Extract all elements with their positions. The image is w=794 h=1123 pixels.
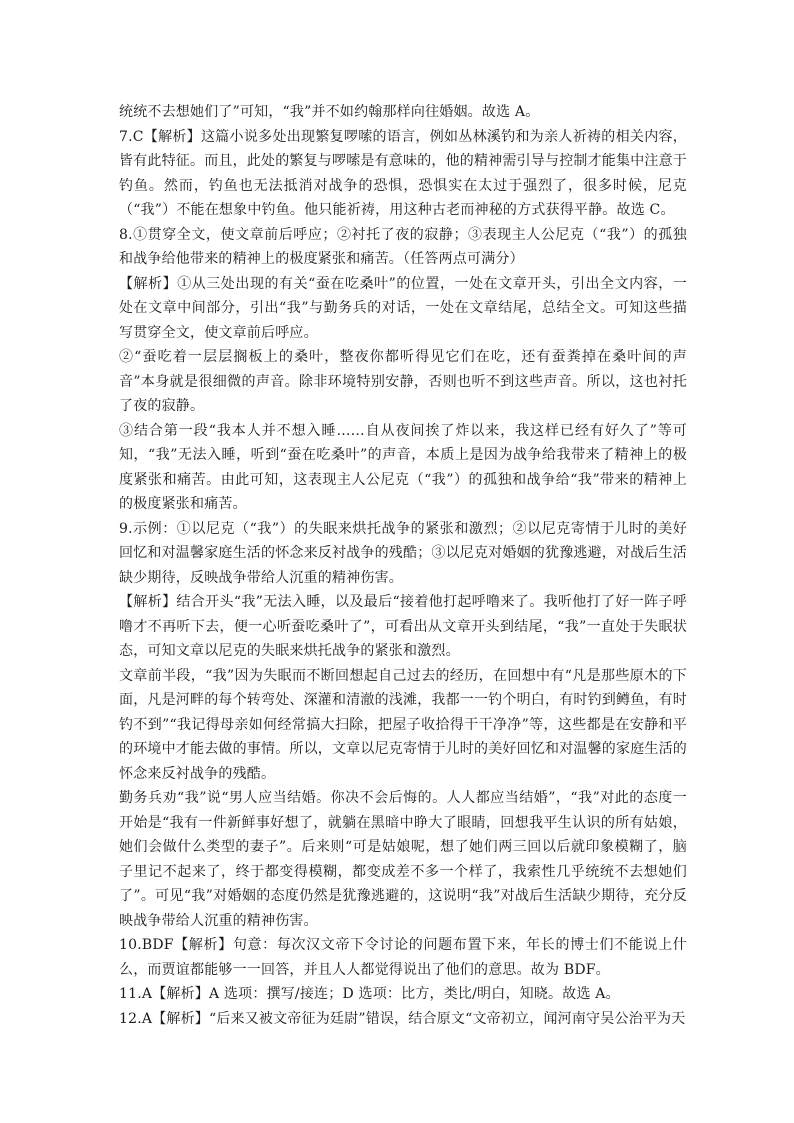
answer-analysis-text bbox=[119, 100, 687, 1031]
paragraph-answer-7: 7.C【解析】这篇小说多处出现繁复啰嗦的语言，例如丛林溪钓和为亲人祈祷的相关内容，皆有此特征。而且，此处的繁复与啰嗦是有意味的，他的精神需引导与控制才能集中注意于钓鱼。然而，钓鱼也无法抵消对战争的恐惧，恐惧实在太过于强烈了，很多时候，尼克（“我”）不能在想象中钓鱼。他只能祈祷，用这种古老而神秘的方式获得平静。故选 C。 bbox=[119, 128, 687, 218]
paragraph-analysis-8-1: 【解析】①从三处出现的有关“蚕在吃桑叶”的位置，一处在文章开头，引出全文内容，一处在文章中间部分，引出“我”与勤务兵的对话，一处在文章结尾，总结全文。可知这些描写贯穿全文，使文章前后呼应。 bbox=[119, 275, 687, 341]
paragraph-analysis-9-2: 文章前半段，“我”因为失眠而不断回想起自己过去的经历，在回想中有“凡是那些原木的下面，凡是河畔的每个转弯处、深灌和清澈的浅滩，我都一一钓个明白，有时钓到鳟鱼，有时钓不到”“我记得母亲如何经常搞大扫除，把屋子收拾得干干净净”等，这些都是在安静和平的环境中才能去做的事情。所以，文章以尼克寄情于儿时的美好回忆和对温馨的家庭生活的怀念来反衬战争的残酷。 bbox=[119, 667, 687, 782]
paragraph-answer-12: 12.A【解析】“后来又被文帝征为廷尉”错误，结合原文“文帝初立，闻河南守吴公治平为天 bbox=[119, 1010, 686, 1027]
paragraph-answer-8: 8.①贯穿全文，使文章前后呼应；②衬托了夜的寂静；③表现主人公尼克（“我”）的孤独和战争给他带来的精神上的极度紧张和痛苦。（任答两点可满分） bbox=[119, 226, 687, 267]
paragraph-analysis-9-3: 勤务兵劝“我”说“男人应当结婚。你决不会后悔的。人人都应当结婚”，“我”对此的态度一开始是“我有一件新鲜事好想了，就躺在黑暗中睁大了眼睛，回想我平生认识的所有姑娘，她们会做什么类型的妻子”。后来则“可是姑娘呢，想了她们两三回以后就印象模糊了，脑子里记不起来了，终于都变得模糊，都变成差不多一个样了，我索性几乎统统不去想她们了”。可见“我”对婚姻的态度仍然是犹豫逃避的，这说明“我”对战后生活缺少期待，充分反映战争带给人沉重的精神伤害。 bbox=[119, 790, 687, 929]
paragraph-1: 统统不去想她们了”可知，“我”并不如约翰那样向往婚姻。故选 A。 bbox=[119, 104, 540, 120]
paragraph-analysis-8-3: ③结合第一段“我本人并不想入睡……自从夜间挨了炸以来，我这样已经有好久了”等可知，“我”无法入睡，听到“蚕在吃桑叶”的声音，本质上是因为战争给我带来了精神上的极度紧张和痛苦。由此可知，这表现主人公尼克（“我”）的孤独和战争给“我”带来的精神上的极度紧张和痛苦。 bbox=[119, 422, 687, 512]
paragraph-answer-10: 10.BDF【解析】句意：每次汉文帝下令讨论的问题布置下来，年长的博士们不能说上什么，而贾谊都能够一一回答，并且人人都觉得说出了他们的意思。故为 BDF。 bbox=[119, 937, 687, 978]
paragraph-analysis-9-1: 【解析】结合开头“我”无法入睡，以及最后“接着他打起呼噜来了。我听他打了好一阵子呼噜才不再听下去，便一心听蚕吃桑叶了”，可看出从文章开头到结尾，“我”一直处于失眠状态，可知文章以尼克的失眠来烘托战争的紧张和激烈。 bbox=[119, 594, 687, 659]
paragraph-analysis-8-2: ②“蚕吃着一层层搁板上的桑叶，整夜你都听得见它们在吃，还有蚕粪掉在桑叶间的声音”本身就是很细微的声音。除非环境特别安静，否则也听不到这些声音。所以，这也衬托了夜的寂静。 bbox=[119, 349, 687, 414]
paragraph-answer-9: 9.示例：①以尼克（“我”）的失眠来烘托战争的紧张和激烈；②以尼克寄情于儿时的美好回忆和对温馨家庭生活的怀念来反衬战争的残酷；③以尼克对婚姻的犹豫逃避，对战后生活缺少期待，反映战争带给人沉重的精神伤害。 bbox=[119, 520, 687, 586]
paragraph-answer-11: 11.A【解析】A 选项：撰写/接连；D 选项：比方，类比/明白，知晓。故选 A。 bbox=[119, 986, 620, 1002]
